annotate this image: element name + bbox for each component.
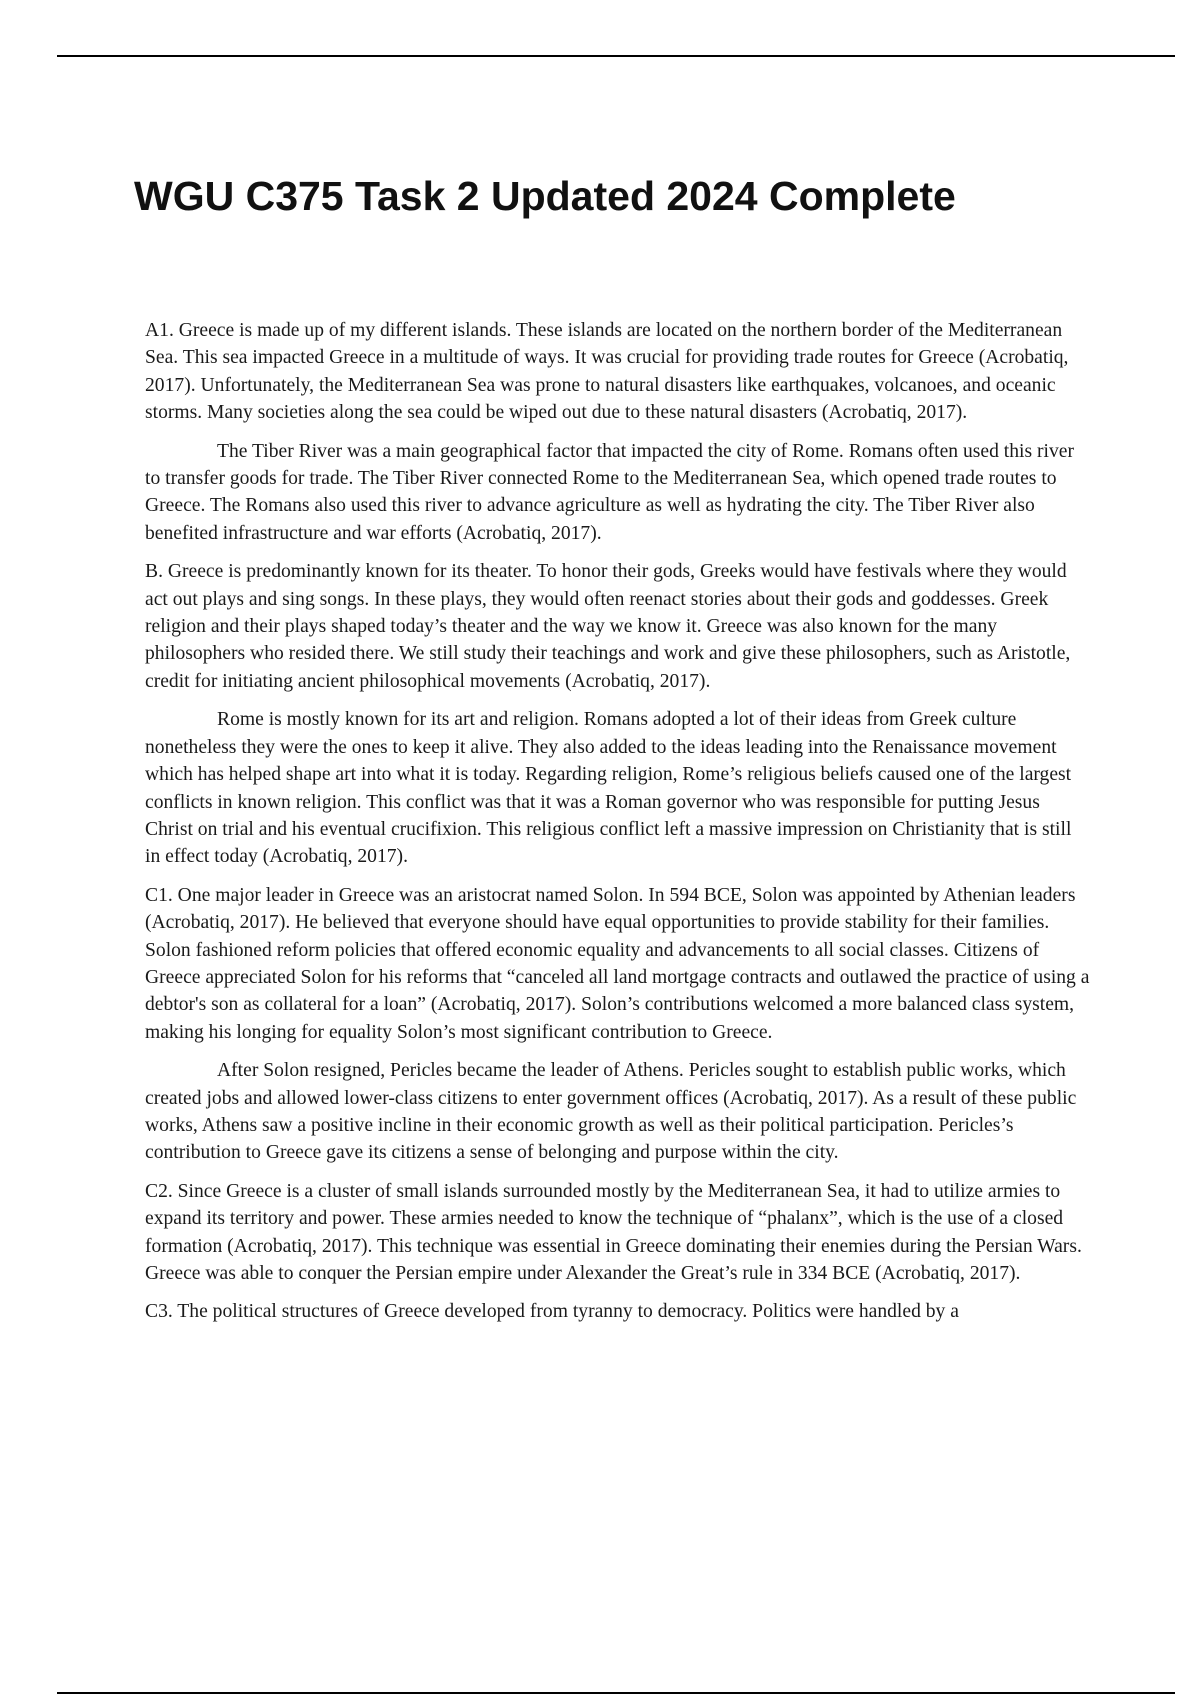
paragraph-a1: A1. Greece is made up of my different islands. These islands are located on the northern border of the Mediterranean Sea. This sea impacted Greece in a multitude of ways. It was crucial for providing trade routes for Greece (Acrobatiq, 2017). Unfortunately, the Mediterranean Sea was prone to natural disasters like earthquakes, volcanoes, and oceanic storms. Many societies along the sea could be wiped out due to these natural disasters (Acrobatiq, 2017). — [145, 320, 1069, 424]
bottom-divider — [57, 1692, 1175, 1694]
paragraph-rome-art-religion: Rome is mostly known for its art and religion. Romans adopted a lot of their ideas from Greek culture nonetheless they were the ones to keep it alive. They also added to the ideas leading into the Renaissance movement which has helped shape art into what it is today. Regarding religion, Rome’s religious beliefs caused one of the largest conflicts in known religion. This conflict was that it was a Roman governor who was responsible for putting Jesus Christ on trial and his eventual crucifixion. This religious conflict left a massive impression on Christianity that is still in effect today (Acrobatiq, 2017). — [145, 709, 1072, 868]
paragraph-b: B. Greece is predominantly known for its theater. To honor their gods, Greeks would have festivals where they would act out plays and sing songs. In these plays, they would often reenact stories about their gods and goddesses. Greek religion and their plays shaped today’s theater and the way we know it. Greece was also known for the many philosophers who resided there. We still study their teachings and work and give these philosophers, such as Aristotle, credit for initiating ancient philosophical movements (Acrobatiq, 2017). — [145, 561, 1071, 692]
document-body — [145, 317, 1090, 1337]
document-title: WGU C375 Task 2 Updated 2024 Complete — [134, 173, 956, 219]
paragraph-c3: C3. The political structures of Greece developed from tyranny to democracy. Politics were handled by a — [145, 1301, 959, 1323]
paragraph-tiber-river: The Tiber River was a main geographical factor that impacted the city of Rome. Romans often used this river to transfer goods for trade. The Tiber River connected Rome to the Mediterranean Sea, which opened trade routes to Greece. The Romans also used this river to advance agriculture as well as hydrating the city. The Tiber River also benefited infrastructure and war efforts (Acrobatiq, 2017). — [145, 440, 1074, 544]
paragraph-pericles: After Solon resigned, Pericles became the leader of Athens. Pericles sought to establish public works, which created jobs and allowed lower-class citizens to enter government offices (Acrobatiq, 2017). As a result of these public works, Athens saw a positive incline in their economic growth as well as their political participation. Pericles’s contribution to Greece gave its citizens a sense of belonging and purpose within the city. — [145, 1060, 1077, 1164]
paragraph-c2: C2. Since Greece is a cluster of small islands surrounded mostly by the Mediterranean Sea, it had to utilize armies to expand its territory and power. These armies needed to know the technique of “phalanx”, which is the use of a closed formation (Acrobatiq, 2017). This technique was essential in Greece dominating their enemies during the Persian Wars. Greece was able to conquer the Persian empire under Alexander the Great’s rule in 334 BCE (Acrobatiq, 2017). — [145, 1180, 1082, 1284]
top-divider — [57, 55, 1175, 57]
paragraph-c1: C1. One major leader in Greece was an aristocrat named Solon. In 594 BCE, Solon was appointed by Athenian leaders (Acrobatiq, 2017). He believed that everyone should have equal opportunities to provide stability for their families. Solon fashioned reform policies that offered economic equality and advancements to all social classes. Citizens of Greece appreciated Solon for his reforms that “canceled all land mortgage contracts and outlawed the practice of using a debtor's son as collateral for a loan” (Acrobatiq, 2017). Solon’s contributions welcomed a more balanced class system, making his longing for equality Solon’s most significant contribution to Greece. — [145, 884, 1090, 1043]
